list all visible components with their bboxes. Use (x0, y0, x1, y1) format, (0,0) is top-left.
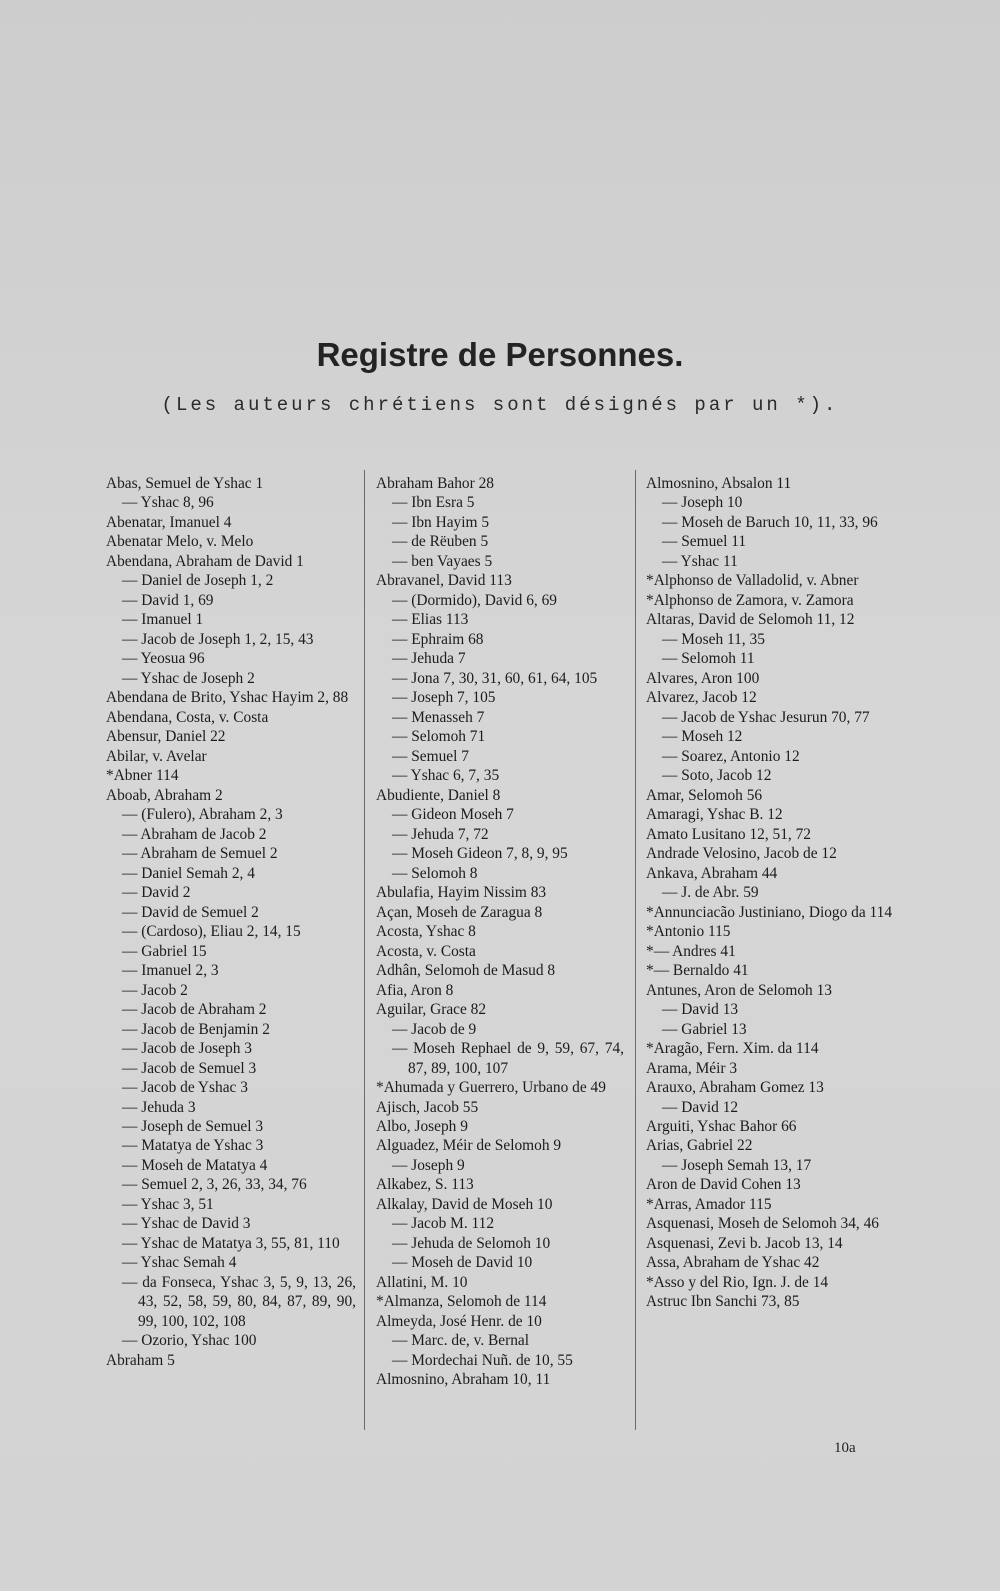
index-entry: Altaras, David de Selomoh 11, 12 (646, 611, 855, 629)
column-divider-1 (364, 470, 365, 1430)
index-entry: — Semuel 7 (392, 747, 469, 765)
index-entry: — Moseh de Baruch 10, 11, 33, 96 (662, 513, 878, 531)
index-entry: Alkalay, David de Moseh 10 (376, 1195, 553, 1213)
index-entry: Aron de David Cohen 13 (646, 1176, 801, 1194)
index-entry: — Semuel 11 (662, 533, 747, 551)
index-entry: — Jacob de 9 (392, 1020, 477, 1038)
index-entry: Arauxo, Abraham Gomez 13 (646, 1079, 824, 1097)
index-entry: — J. de Abr. 59 (662, 884, 759, 902)
index-entry: — Moseh 11, 35 (662, 630, 765, 648)
index-entry: Adhân, Selomoh de Masud 8 (376, 962, 556, 980)
index-entry: Abas, Semuel de Yshac 1 (106, 475, 264, 492)
index-entry: — Jacob de Joseph 3 (122, 1040, 252, 1058)
index-entry: Astruc Ibn Sanchi 73, 85 (646, 1293, 800, 1311)
index-entry: — Joseph 7, 105 (392, 689, 496, 707)
index-entry: *Abner 114 (106, 767, 179, 785)
index-entry: Abraham Bahor 28 (376, 475, 494, 492)
index-entry: — Joseph de Semuel 3 (122, 1117, 264, 1135)
index-entry: — Yshac de David 3 (122, 1215, 251, 1233)
index-entry: — Jehuda 7, 72 (392, 825, 489, 843)
index-entry: Abendana, Abraham de David 1 (106, 552, 304, 570)
index-entry: — Jacob de Joseph 1, 2, 15, 43 (122, 630, 314, 648)
index-entry: Amato Lusitano 12, 51, 72 (646, 825, 812, 843)
index-entry: — Marc. de, v. Bernal (392, 1332, 530, 1350)
index-entry: — Semuel 2, 3, 26, 33, 34, 76 (122, 1176, 307, 1194)
page-title: Registre de Personnes. (316, 336, 684, 373)
index-entry: *Antonio 115 (646, 923, 731, 941)
index-entry: — Jehuda de Selomoh 10 (392, 1234, 551, 1252)
index-entry: Arias, Gabriel 22 (646, 1137, 753, 1155)
index-entry: — Yshac 11 (662, 552, 738, 570)
index-entry: *Ahumada y Guerrero, Urbano de 49 (376, 1079, 606, 1097)
index-entry: Arguiti, Yshac Bahor 66 (646, 1117, 797, 1135)
index-entry: *Aragão, Fern. Xim. da 114 (646, 1040, 819, 1058)
index-entry: Abendana, Costa, v. Costa (106, 708, 269, 726)
index-entry: Alkabez, S. 113 (376, 1176, 474, 1194)
index-entry: Andrade Velosino, Jacob de 12 (646, 845, 837, 863)
index-entry: Abraham 5 (106, 1351, 175, 1369)
index-entry: — Jona 7, 30, 31, 60, 61, 64, 105 (392, 669, 598, 687)
index-entry: — Ozorio, Yshac 100 (122, 1332, 257, 1350)
index-entry: — Selomoh 71 (392, 728, 486, 746)
index-entry: — Moseh de Matatya 4 (122, 1156, 268, 1174)
index-entry: — Yshac Semah 4 (122, 1254, 237, 1272)
index-entry: — David de Semuel 2 (122, 903, 259, 921)
index-entry: — David 13 (662, 1001, 739, 1019)
index-entry: — Selomoh 11 (662, 650, 755, 668)
index-entry: — Daniel Semah 2, 4 (122, 864, 255, 882)
index-entry: *Almanza, Selomoh de 114 (376, 1293, 547, 1311)
index-entry: Asquenasi, Zevi b. Jacob 13, 14 (646, 1234, 843, 1252)
index-entry: — Joseph 9 (392, 1156, 465, 1174)
index-entry: Acosta, v. Costa (376, 942, 476, 960)
index-entry: — Ibn Hayim 5 (392, 513, 490, 531)
index-entry: Almosnino, Absalon 11 (646, 475, 792, 492)
index-entry: Abravanel, David 113 (376, 572, 512, 590)
index-entry: Açan, Moseh de Zaragua 8 (376, 903, 543, 921)
index-entry: Abudiente, Daniel 8 (376, 786, 501, 804)
index-entry: Almeyda, José Henr. de 10 (376, 1312, 542, 1330)
index-column-1 (106, 474, 356, 1370)
index-entry: — Jehuda 3 (122, 1098, 196, 1116)
index-entry: — (Dormido), David 6, 69 (392, 591, 557, 609)
index-entry: — Moseh Rephael de 9, 59, 67, 74, 87, 89, 100, 107 (392, 1040, 624, 1077)
index-entry: *— Bernaldo 41 (646, 962, 749, 980)
index-entry: — Moseh Gideon 7, 8, 9, 95 (392, 845, 568, 863)
index-entry: — Soto, Jacob 12 (662, 767, 772, 785)
index-entry: *— Andres 41 (646, 942, 736, 960)
index-entry: Ankava, Abraham 44 (646, 864, 778, 882)
index-entry: *Alphonso de Zamora, v. Zamora (646, 591, 854, 609)
index-entry: Amar, Selomoh 56 (646, 786, 763, 804)
index-entry: — Yshac 3, 51 (122, 1195, 214, 1213)
index-column-2 (376, 474, 624, 1390)
index-entry: Albo, Joseph 9 (376, 1117, 468, 1135)
index-entry: — Elias 113 (392, 611, 469, 629)
index-entry: *Annunciacão Justiniano, Diogo da 114 (646, 903, 893, 921)
index-entry: Abenatar, Imanuel 4 (106, 513, 232, 531)
index-entry: — (Cardoso), Eliau 2, 14, 15 (122, 923, 301, 941)
index-entry: — Ephraim 68 (392, 630, 484, 648)
index-entry: — David 2 (122, 884, 191, 902)
index-entry: *Alphonso de Valladolid, v. Abner (646, 572, 859, 590)
index-entry: Alvares, Aron 100 (646, 669, 760, 687)
index-entry: — Abraham de Jacob 2 (122, 825, 267, 843)
index-entry: — Jacob de Benjamin 2 (122, 1020, 270, 1038)
index-entry: Almosnino, Abraham 10, 11 (376, 1371, 551, 1389)
index-entry: — Jehuda 7 (392, 650, 466, 668)
index-entry: — Mordechai Nuñ. de 10, 55 (392, 1351, 573, 1369)
index-entry: Assa, Abraham de Yshac 42 (646, 1254, 820, 1272)
index-entry: — Imanuel 2, 3 (122, 962, 219, 980)
index-entry: — Moseh 12 (662, 728, 743, 746)
index-entry: — Selomoh 8 (392, 864, 478, 882)
index-entry: Antunes, Aron de Selomoh 13 (646, 981, 832, 999)
index-entry: Ajisch, Jacob 55 (376, 1098, 479, 1116)
index-entry: *Arras, Amador 115 (646, 1195, 772, 1213)
index-entry: — Yshac 6, 7, 35 (392, 767, 500, 785)
index-entry: — Gideon Moseh 7 (392, 806, 514, 824)
index-column-3 (646, 474, 896, 1312)
index-entry: — Gabriel 13 (662, 1020, 747, 1038)
index-entry: Aboab, Abraham 2 (106, 786, 223, 804)
index-entry: — Jacob de Yshac 3 (122, 1079, 248, 1097)
index-entry: — David 1, 69 (122, 591, 214, 609)
index-entry: — Gabriel 15 (122, 942, 207, 960)
index-entry: Allatini, M. 10 (376, 1273, 468, 1291)
index-entry: — Daniel de Joseph 1, 2 (122, 572, 274, 590)
index-entry: Abulafia, Hayim Nissim 83 (376, 884, 547, 902)
index-entry: — Jacob de Semuel 3 (122, 1059, 257, 1077)
page-subtitle: (Les auteurs chrétiens sont désignés par un *). (161, 394, 839, 416)
index-entry: — Joseph Semah 13, 17 (662, 1156, 812, 1174)
index-entry: — ben Vayaes 5 (392, 552, 493, 570)
column-divider-2 (635, 470, 636, 1430)
index-entry: — (Fulero), Abraham 2, 3 (122, 806, 283, 824)
index-entry: — Jacob M. 112 (392, 1215, 495, 1233)
index-entry: Arama, Méir 3 (646, 1059, 738, 1077)
index-entry: — Jacob 2 (122, 981, 188, 999)
index-entry: — David 12 (662, 1098, 739, 1116)
index-entry: Afia, Aron 8 (376, 981, 454, 999)
index-entry: — de Rëuben 5 (392, 533, 489, 551)
index-entry: Abendana de Brito, Yshac Hayim 2, 88 (106, 689, 349, 707)
index-entry: Acosta, Yshac 8 (376, 923, 476, 941)
index-entry: — Ibn Esra 5 (392, 494, 475, 512)
index-entry: — Imanuel 1 (122, 611, 204, 629)
index-entry: — Jacob de Abraham 2 (122, 1001, 267, 1019)
index-entry: Aguilar, Grace 82 (376, 1001, 487, 1019)
index-entry: Abenatar Melo, v. Melo (106, 533, 254, 551)
index-entry: Abensur, Daniel 22 (106, 728, 226, 746)
index-entry: — Yshac de Joseph 2 (122, 669, 255, 687)
index-entry: — Jacob de Yshac Jesurun 70, 77 (662, 708, 870, 726)
index-entry: — Abraham de Semuel 2 (122, 845, 278, 863)
index-entry: *Asso y del Rio, Ign. J. de 14 (646, 1273, 829, 1291)
page-number: 10a (834, 1440, 856, 1456)
index-entry: Alvarez, Jacob 12 (646, 689, 757, 707)
index-entry: — Moseh de David 10 (392, 1254, 533, 1272)
index-entry: Asquenasi, Moseh de Selomoh 34, 46 (646, 1215, 879, 1233)
index-entry: Amaragi, Yshac B. 12 (646, 806, 783, 824)
index-entry: — Yshac 8, 96 (122, 494, 214, 512)
index-entry: Abilar, v. Avelar (106, 747, 207, 765)
index-entry: — Joseph 10 (662, 494, 743, 512)
index-entry: — da Fonseca, Yshac 3, 5, 9, 13, 26, 43, 52, 58, 59, 80, 84, 87, 89, 90, 99, 100, 102, 108 (122, 1273, 356, 1330)
index-entry: — Matatya de Yshac 3 (122, 1137, 264, 1155)
index-entry: — Yeosua 96 (122, 650, 205, 668)
index-entry: — Menasseh 7 (392, 708, 485, 726)
index-entry: — Soarez, Antonio 12 (662, 747, 800, 765)
index-entry: Alguadez, Méir de Selomoh 9 (376, 1137, 562, 1155)
index-entry: — Yshac de Matatya 3, 55, 81, 110 (122, 1234, 340, 1252)
